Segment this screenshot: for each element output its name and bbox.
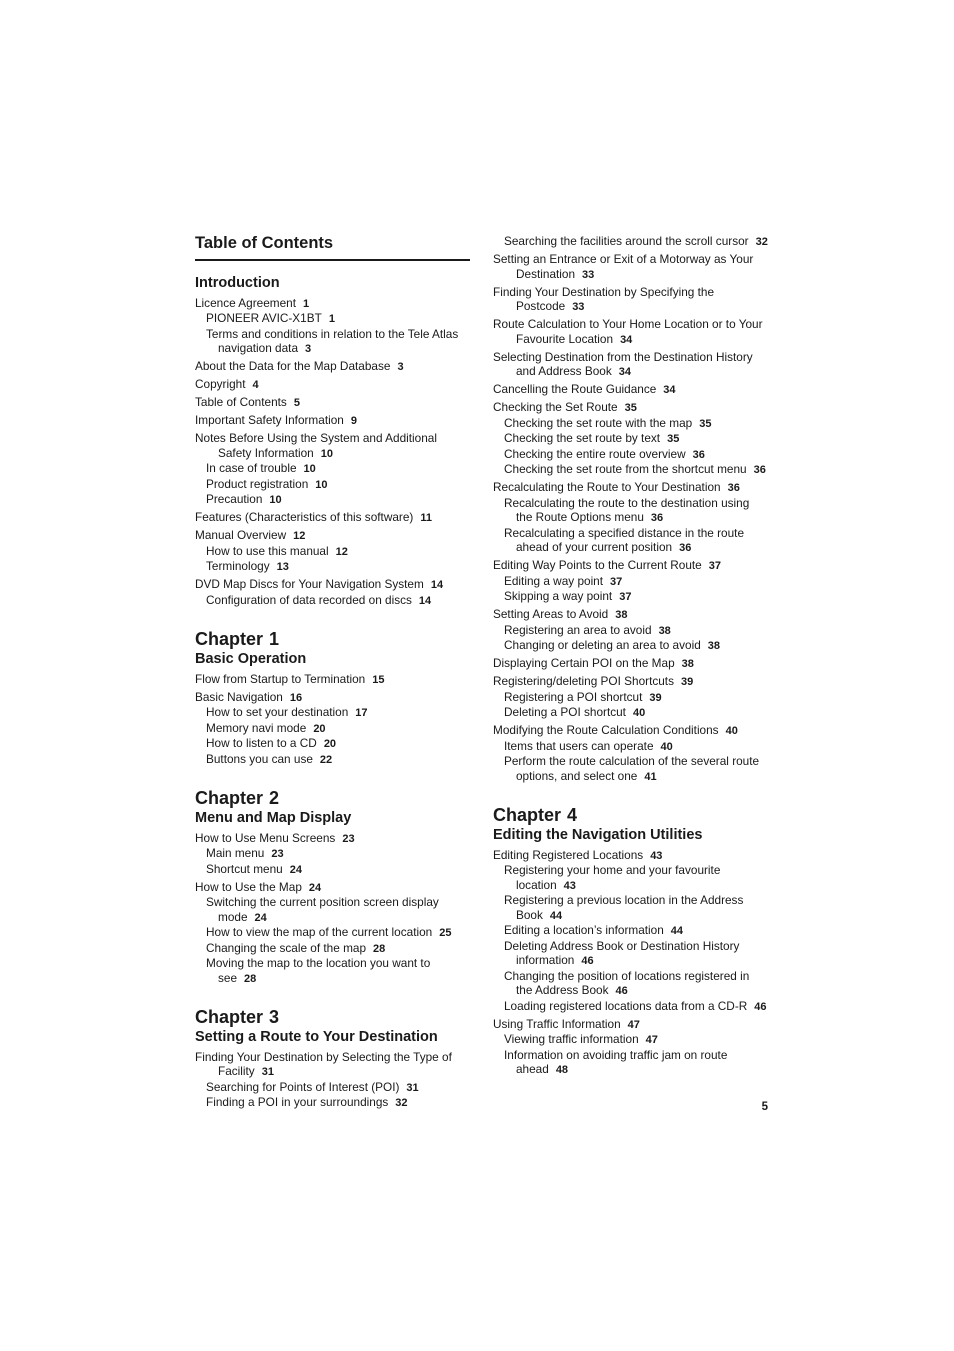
chapter-number: 3: [269, 1007, 280, 1027]
toc-entry-page: 36: [753, 464, 766, 476]
toc-entry-page: 34: [620, 333, 633, 346]
toc-entry[interactable]: [493, 739, 768, 755]
toc-entry-text: Loading registered locations data from a CD-R: [504, 998, 748, 1013]
toc-entry-page: 12: [293, 530, 306, 542]
toc-entry-text: Main menu: [206, 846, 265, 860]
toc-entry[interactable]: [195, 925, 470, 941]
toc-entry[interactable]: [493, 350, 768, 380]
toc-entry[interactable]: [493, 382, 768, 398]
toc-entry-page: 38: [615, 609, 628, 621]
toc-entry[interactable]: [195, 862, 470, 878]
toc-entry-page: 37: [708, 560, 721, 572]
toc-entry-text: Changing or deleting an area to avoid: [504, 638, 701, 652]
toc-entry-text: Memory navi mode: [206, 720, 307, 735]
chapter-word: Chapter: [195, 1007, 264, 1027]
toc-entry[interactable]: [493, 1017, 768, 1033]
toc-entry-page: 14: [430, 579, 444, 591]
toc-right-column: [493, 234, 768, 1078]
toc-entry-page: 33: [572, 301, 585, 313]
section-title: Introduction: [195, 275, 280, 291]
left-sections: [195, 274, 470, 1111]
toc-entry-page: 40: [725, 725, 738, 737]
toc-entry-text: Registering/deleting POI Shortcuts: [493, 674, 674, 688]
toc-entry[interactable]: [493, 638, 768, 654]
toc-section: [493, 234, 768, 784]
toc-entry-page: 38: [658, 624, 671, 637]
toc-entry[interactable]: [493, 848, 768, 864]
toc-entry-text: Setting Areas to Avoid: [493, 607, 609, 621]
toc-entry-text: Moving the map to the location you want to see: [206, 956, 431, 985]
toc-entry-text: Skipping a way point: [504, 589, 613, 603]
toc-entry-page: 35: [667, 433, 680, 445]
toc-entry-page: 47: [645, 1034, 658, 1046]
toc-entry[interactable]: [195, 752, 470, 768]
toc-entry-page: 41: [644, 770, 657, 783]
toc-entry[interactable]: [493, 607, 768, 623]
toc-section: [493, 804, 768, 1078]
toc-entry-page: 13: [276, 561, 289, 573]
toc-entry-page: 33: [582, 268, 595, 281]
toc-entry-text: How to listen to a CD: [206, 736, 317, 750]
toc-entry-text: Configuration of data recorded on discs: [206, 592, 412, 607]
toc-entry-page: 24: [254, 911, 267, 924]
toc-entry[interactable]: [493, 447, 768, 463]
chapter-word: Chapter: [195, 788, 264, 808]
toc-entry-text: Notes Before Using the System and Additional Safety Information: [195, 431, 437, 460]
toc-entry-text: Terminology: [206, 559, 270, 573]
toc-entry-page: 28: [373, 942, 386, 955]
toc-entry-text: Editing Registered Locations: [493, 847, 644, 862]
toc-entry-page: 40: [660, 740, 673, 753]
toc-entry-text: Checking the set route from the shortcut menu: [504, 462, 747, 476]
toc-entry-page: 14: [418, 594, 432, 607]
toc-entry-text: Deleting a POI shortcut: [504, 705, 626, 719]
chapter-number: 4: [567, 805, 578, 825]
toc-entry-text: Displaying Certain POI on the Map: [493, 656, 675, 670]
toc-entry-text: DVD Map Discs for Your Navigation System: [195, 577, 424, 591]
toc-entry-text: Viewing traffic information: [504, 1032, 639, 1046]
toc-entry-text: Registering an area to avoid: [504, 622, 652, 637]
toc-entry[interactable]: [195, 395, 470, 411]
toc-entry[interactable]: [493, 496, 768, 526]
toc-entry-page: 24: [308, 881, 322, 894]
toc-entry-page: 34: [618, 366, 632, 378]
toc-entry-page: 36: [727, 482, 740, 494]
toc-entry[interactable]: [195, 377, 470, 393]
toc-entry-page: 39: [649, 691, 662, 704]
chapter-number: 1: [269, 629, 280, 649]
toc-entry[interactable]: [493, 252, 768, 282]
toc-entry-text: Finding Your Destination by Selecting the Type of Facility: [195, 1049, 452, 1078]
toc-entry-page: 1: [328, 313, 335, 325]
chapter-label: [493, 804, 768, 826]
toc-entry-text: Searching the facilities around the scroll cursor: [504, 234, 749, 248]
toc-entry-text: Editing a location’s information: [504, 923, 664, 937]
toc-entry-page: 46: [615, 985, 628, 997]
toc-entry[interactable]: [493, 589, 768, 605]
toc-entry-page: 28: [244, 972, 257, 985]
toc-entry[interactable]: [195, 577, 470, 593]
toc-entry-page: 35: [699, 417, 712, 430]
toc-entry-text: Checking the Set Route: [493, 400, 618, 414]
toc-entry[interactable]: [493, 574, 768, 590]
toc-entry[interactable]: [195, 327, 470, 357]
chapter-label: [195, 1006, 470, 1028]
toc-entry-text: Recalculating the route to the destination using the Route Options menu: [504, 495, 750, 524]
toc-entry[interactable]: [195, 721, 470, 737]
toc-entry-text: Changing the scale of the map: [206, 940, 367, 955]
toc-entry-text: Deleting Address Book or Destination History information: [504, 938, 740, 967]
toc-entry-page: 34: [663, 384, 676, 396]
toc-entry-text: Registering a POI shortcut: [504, 689, 643, 704]
toc-entry[interactable]: [493, 1032, 768, 1048]
toc-entry[interactable]: [195, 359, 470, 375]
toc-entry[interactable]: [493, 1048, 768, 1078]
toc-entry[interactable]: [195, 311, 470, 327]
toc-entry-page: 24: [289, 863, 302, 876]
toc-entry-page: 10: [269, 494, 282, 506]
toc-entry-page: 32: [395, 1097, 408, 1109]
toc-entry-text: Registering your home and your favourite location: [504, 863, 721, 892]
toc-entry-page: 47: [627, 1018, 640, 1031]
toc-entry[interactable]: [195, 528, 470, 544]
toc-entry-text: Precaution: [206, 492, 263, 506]
toc-entry[interactable]: [493, 317, 768, 347]
toc-entry[interactable]: [493, 863, 768, 893]
toc-entry-page: 44: [549, 909, 563, 922]
toc-entry[interactable]: [195, 431, 470, 461]
toc-entry[interactable]: [195, 1080, 470, 1096]
toc-entry-text: How to Use Menu Screens: [195, 830, 336, 845]
toc-entry-page: 12: [335, 545, 348, 558]
toc-entry[interactable]: [195, 895, 470, 925]
toc-entry-text: Items that users can operate: [504, 738, 654, 753]
toc-entry[interactable]: [493, 431, 768, 447]
toc-entry[interactable]: [493, 674, 768, 690]
toc-entry-text: Switching the current position screen display mode: [206, 895, 439, 924]
toc-section: [195, 628, 470, 767]
toc-entry[interactable]: [195, 461, 470, 477]
toc-entry-text: Setting an Entrance or Exit of a Motorway as Your Destination: [493, 252, 754, 281]
toc-entry-text: Editing Way Points to the Current Route: [493, 558, 702, 572]
toc-entry-text: Terms and conditions in relation to the Tele Atlas navigation data: [206, 326, 459, 355]
toc-entry-page: 10: [315, 478, 328, 491]
toc-entry[interactable]: [195, 477, 470, 493]
toc-entry-text: Finding a POI in your surroundings: [206, 1095, 389, 1109]
toc-entry-text: Route Calculation to Your Home Location or to Your Favourite Location: [493, 317, 763, 346]
section-title: Editing the Navigation Utilities: [493, 827, 703, 843]
toc-entry-page: 10: [303, 463, 316, 475]
toc-section: [195, 1006, 470, 1111]
toc-entry-page: 43: [563, 879, 576, 892]
toc-entry-text: Editing a way point: [504, 573, 604, 588]
toc-entry-page: 16: [289, 691, 303, 704]
toc-entry-page: 48: [555, 1064, 569, 1076]
toc-entry-text: Product registration: [206, 476, 309, 491]
toc-entry-page: 46: [581, 955, 594, 967]
chapter-word: Chapter: [493, 805, 562, 825]
toc-entry-text: Searching for Points of Interest (POI): [206, 1079, 400, 1094]
toc-entry-page: 39: [680, 676, 694, 688]
toc-entry-text: In case of trouble: [206, 461, 297, 475]
section-title: Menu and Map Display: [195, 810, 352, 826]
toc-entry-page: 3: [397, 361, 404, 373]
toc-entry-text: How to use this manual: [206, 543, 329, 558]
toc-entry[interactable]: [195, 413, 470, 429]
toc-entry-page: 36: [650, 512, 664, 524]
toc-entry-text: How to Use the Map: [195, 879, 302, 894]
toc-entry[interactable]: [195, 672, 470, 688]
toc-entry-page: 36: [692, 448, 705, 461]
toc-entry-page: 38: [707, 640, 721, 652]
toc-entry-text: Basic Navigation: [195, 689, 283, 704]
toc-entry-text: Finding Your Destination by Specifying the Postcode: [493, 284, 715, 313]
toc-entry[interactable]: [493, 234, 768, 250]
toc-entry[interactable]: [493, 480, 768, 496]
toc-entry[interactable]: [195, 296, 470, 312]
toc-entry-text: Checking the set route by text: [504, 431, 661, 445]
toc-entry-text: Checking the entire route overview: [504, 446, 686, 461]
toc-entry-page: 23: [271, 848, 284, 860]
toc-section: [195, 274, 470, 608]
toc-entry[interactable]: [493, 558, 768, 574]
toc-entry[interactable]: [195, 831, 470, 847]
toc-entry-text: Copyright: [195, 377, 246, 391]
toc-section: [195, 787, 470, 986]
toc-entry-page: 20: [323, 738, 337, 750]
toc-entry-page: 9: [350, 415, 357, 427]
toc-entry-page: 37: [610, 575, 623, 588]
chapter-number: 2: [269, 788, 280, 808]
toc-entry[interactable]: [195, 736, 470, 752]
toc-entry-text: Recalculating a specified distance in the route ahead of your current position: [504, 525, 745, 554]
toc-entry[interactable]: [195, 544, 470, 560]
toc-entry[interactable]: [493, 285, 768, 315]
toc-entry-text: Table of Contents: [195, 395, 287, 409]
toc-entry-page: 10: [320, 447, 333, 460]
toc-entry[interactable]: [195, 690, 470, 706]
toc-entry[interactable]: [493, 923, 768, 939]
chapter-label: [195, 628, 470, 650]
toc-entry-page: 15: [372, 673, 385, 686]
toc-entry-page: 31: [261, 1066, 274, 1078]
toc-entry-page: 31: [406, 1081, 419, 1094]
toc-entry[interactable]: [493, 705, 768, 721]
right-sections: [493, 234, 768, 1078]
toc-entry[interactable]: [493, 416, 768, 432]
toc-entry-text: Registering a previous location in the Address Book: [504, 893, 744, 922]
toc-entry-text: Flow from Startup to Termination: [195, 671, 366, 686]
toc-entry-text: Buttons you can use: [206, 751, 313, 766]
toc-entry-text: Recalculating the Route to Your Destination: [493, 480, 721, 494]
toc-entry-text: How to set your destination: [206, 705, 349, 719]
toc-entry[interactable]: [493, 462, 768, 478]
toc-entry[interactable]: [493, 526, 768, 556]
toc-entry[interactable]: [195, 705, 470, 721]
toc-entry-page: 46: [754, 1000, 767, 1013]
toc-entry-page: 44: [670, 925, 684, 937]
toc-entry[interactable]: [195, 492, 470, 508]
toc-entry[interactable]: [493, 723, 768, 739]
toc-entry-page: 17: [355, 707, 368, 719]
toc-entry-page: 36: [679, 542, 692, 554]
toc-entry-text: Perform the route calculation of the several route options, and select one: [504, 754, 760, 783]
toc-entry-text: Checking the set route with the map: [504, 415, 693, 430]
toc-entry-text: How to view the map of the current location: [206, 925, 433, 939]
toc-entry[interactable]: [493, 400, 768, 416]
toc-entry-text: Using Traffic Information: [493, 1016, 621, 1031]
toc-entry[interactable]: [195, 1050, 470, 1080]
toc-entry-text: Shortcut menu: [206, 861, 283, 876]
toc-entry-text: About the Data for the Map Database: [195, 359, 391, 373]
toc-entry-page: 37: [619, 591, 632, 603]
chapter-label: [195, 787, 470, 809]
toc-entry[interactable]: [195, 956, 470, 986]
toc-entry-text: Modifying the Route Calculation Conditions: [493, 723, 719, 737]
toc-entry[interactable]: [195, 1095, 470, 1111]
page-number: 5: [761, 1101, 768, 1113]
toc-title: Table of Contents: [195, 234, 470, 261]
toc-entry-page: 5: [293, 397, 300, 409]
toc-entry[interactable]: [195, 846, 470, 862]
section-title: Setting a Route to Your Destination: [195, 1029, 438, 1045]
toc-entry-page: 1: [303, 297, 310, 310]
toc-entry[interactable]: [195, 510, 470, 526]
toc-entry[interactable]: [493, 754, 768, 784]
toc-entry-page: 35: [624, 402, 637, 414]
toc-entry-text: Licence Agreement: [195, 295, 296, 310]
section-title: Basic Operation: [195, 651, 307, 667]
toc-entry-text: Cancelling the Route Guidance: [493, 382, 657, 396]
toc-entry-page: 25: [439, 927, 452, 939]
toc-entry-text: Features (Characteristics of this software): [195, 510, 414, 524]
toc-entry-text: Information on avoiding traffic jam on route ahead: [504, 1047, 728, 1076]
toc-entry-page: 3: [305, 343, 312, 355]
toc-entry-page: 4: [252, 379, 259, 391]
toc-entry-page: 22: [319, 753, 333, 766]
toc-entry-page: 23: [342, 832, 355, 845]
toc-entry-text: Important Safety Information: [195, 413, 344, 427]
toc-entry-page: 38: [681, 658, 694, 670]
toc-entry-text: Changing the position of locations registered in the Address Book: [504, 968, 750, 997]
toc-entry[interactable]: [493, 623, 768, 639]
toc-entry-text: Manual Overview: [195, 528, 287, 542]
toc-left-column: [195, 234, 470, 1111]
toc-entry[interactable]: [195, 941, 470, 957]
chapter-word: Chapter: [195, 629, 264, 649]
toc-entry[interactable]: [493, 969, 768, 999]
toc-entry[interactable]: [195, 593, 470, 609]
toc-entry-page: 20: [313, 722, 326, 735]
toc-entry[interactable]: [493, 656, 768, 672]
toc-entry-text: Selecting Destination from the Destination History and Address Book: [493, 349, 753, 378]
toc-entry-page: 43: [650, 849, 663, 862]
toc-entry[interactable]: [493, 939, 768, 969]
toc-entry[interactable]: [493, 690, 768, 706]
toc-entry[interactable]: [195, 559, 470, 575]
toc-entry[interactable]: [195, 880, 470, 896]
toc-entry-page: 40: [632, 707, 646, 719]
toc-entry-text: PIONEER AVIC-X1BT: [206, 311, 322, 325]
toc-entry[interactable]: [493, 999, 768, 1015]
toc-entry-page: 32: [755, 236, 768, 248]
toc-entry-page: 11: [420, 512, 432, 524]
toc-entry[interactable]: [493, 893, 768, 923]
